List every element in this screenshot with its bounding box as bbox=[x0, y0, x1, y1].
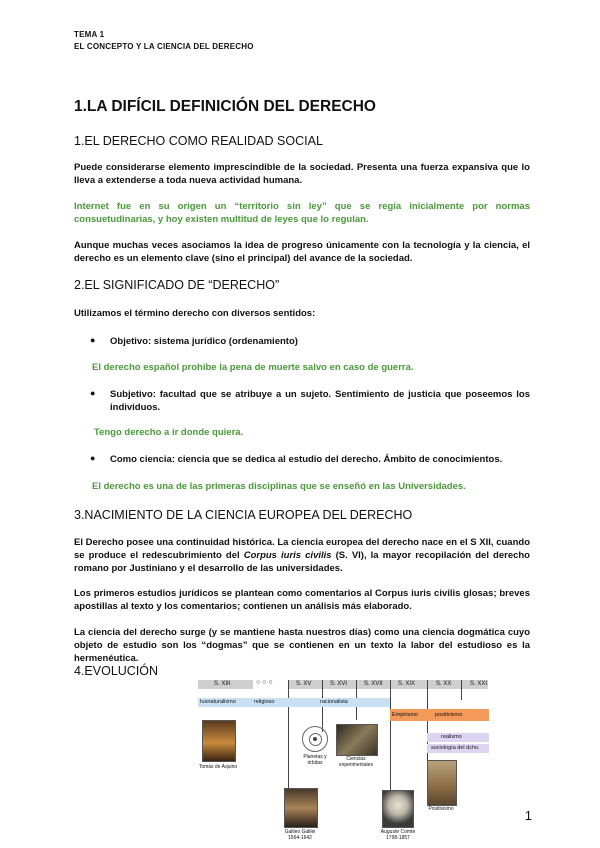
section3-title: 3.NACIMIENTO DE LA CIENCIA EUROPEA DEL DERECHO bbox=[74, 508, 413, 522]
comte-caption: Auguste Comte 1798-1857 bbox=[380, 829, 416, 841]
header-tema: TEMA 1 bbox=[74, 30, 105, 39]
bullet-subjetivo: Subjetivo: facultad que se atribuye a un sujeto. Sentimiento de justicia que poseemos los individuos. bbox=[110, 389, 530, 413]
book-caption: Positivismo bbox=[428, 806, 454, 812]
page-number: 1 bbox=[524, 808, 532, 823]
century-label: S. XX bbox=[436, 681, 452, 687]
example-ciencia: El derecho es una de las primeras disciplinas que se enseñó en las Universidades. bbox=[92, 481, 466, 492]
experimental-science-image bbox=[336, 724, 378, 756]
evolution-timeline bbox=[198, 676, 490, 846]
ellipsis-dots: ○ ○ ○ bbox=[256, 679, 273, 686]
century-label: S. XIII bbox=[214, 681, 231, 687]
section4-title: 4.EVOLUCIÓN bbox=[74, 664, 159, 678]
aquinas-portrait bbox=[202, 720, 236, 762]
religioso-band: religioso bbox=[252, 698, 288, 707]
example-objetivo: El derecho español prohíbe la pena de muerte salvo en caso de guerra. bbox=[92, 362, 414, 373]
bullet-dot: ● bbox=[90, 335, 96, 345]
timeline-marker bbox=[390, 680, 391, 798]
century-label: S. XXI bbox=[470, 681, 488, 687]
galileo-caption: Galileo Galilei 1564-1642 bbox=[284, 829, 316, 841]
timeline-marker bbox=[461, 680, 462, 700]
galileo-portrait bbox=[284, 788, 318, 828]
racionalista-band: racionalista bbox=[288, 698, 390, 707]
section1-paragraph3: Aunque muchas veces asociamos la idea de progreso únicamente con la tecnología y la ciencia, el derecho es un elemento clave (sino el principal) del avance de la sociedad. bbox=[74, 240, 530, 264]
header-title: EL CONCEPTO Y LA CIENCIA DEL DERECHO bbox=[74, 42, 254, 51]
timeline-axis-segment bbox=[288, 680, 488, 689]
comte-portrait bbox=[382, 790, 414, 828]
main-heading: 1.LA DIFÍCIL DEFINICIÓN DEL DERECHO bbox=[74, 98, 376, 115]
century-label: S. XIX bbox=[398, 681, 416, 687]
century-label: S. XVI bbox=[330, 681, 348, 687]
section2-intro: Utilizamos el término derecho con diversos sentidos: bbox=[74, 308, 316, 319]
section1-title: 1.EL DERECHO COMO REALIDAD SOCIAL bbox=[74, 134, 323, 148]
iusnaturalismo-band: Iusnaturalismo bbox=[198, 698, 252, 707]
ciencias-caption: Ciencias experimentales bbox=[339, 756, 373, 768]
aquinas-caption: Tomás de Aquino bbox=[198, 764, 238, 770]
empirismo-band: Empirismo bbox=[390, 709, 427, 721]
section3-paragraph3: La ciencia del derecho surge (y se mantiene hasta nuestros días) como una ciencia dogmática cuyo objeto de estudio son los “dogmas” que se contienen en un texto la labor del estudioso es la hermenéutica. bbox=[74, 627, 530, 664]
section1-paragraph1: Puede considerarse elemento imprescindible de la sociedad. Presenta una fuerza expansiva que lo lleva a extenderse a toda nueva actividad humana. bbox=[74, 162, 530, 186]
positivismo-band: positivismo bbox=[427, 709, 489, 721]
century-label: S. XV bbox=[296, 681, 312, 687]
bullet-ciencia: Como ciencia: ciencia que se dedica al estudio del derecho. Ámbito de conocimientos. bbox=[110, 454, 503, 465]
example-subjetivo: Tengo derecho a ir donde quiera. bbox=[94, 427, 244, 438]
bullet-dot: ● bbox=[90, 388, 96, 398]
section3-paragraph2: Los primeros estudios jurídicos se plantean como comentarios al Corpus iuris civilis glosas; breves apostillas al texto y los comentarios; contienen un análisis más elaborado. bbox=[74, 588, 530, 612]
section3-paragraph1: El Derecho posee una continuidad histórica. La ciencia europea del derecho nace en el S XII, cuando se produce el redescubrimiento del Corpus iuris civilis (S. VI), la mayor recopilación del derecho romano por Justiniano y el desarrollo de las universidades. bbox=[74, 537, 530, 574]
bullet-dot: ● bbox=[90, 453, 96, 463]
realismo-band: realismo bbox=[427, 733, 489, 742]
bullet-objetivo: Objetivo: sistema jurídico (ordenamiento) bbox=[110, 336, 298, 347]
section1-example: Internet fue en su origen un “territorio sin ley” que se regía inicialmente por normas consuetudinarias, y hoy existen multitud de leyes que lo regulan. bbox=[74, 201, 530, 225]
book-cover-image bbox=[427, 760, 457, 806]
sociologia-band: sociología del dcho. bbox=[427, 744, 489, 753]
planetary-orbits-icon bbox=[302, 726, 328, 752]
planetas-caption: Planetas y órbitas bbox=[303, 754, 327, 766]
century-label: S. XVII bbox=[364, 681, 383, 687]
section2-title: 2.EL SIGNIFICADO DE “DERECHO” bbox=[74, 278, 280, 292]
